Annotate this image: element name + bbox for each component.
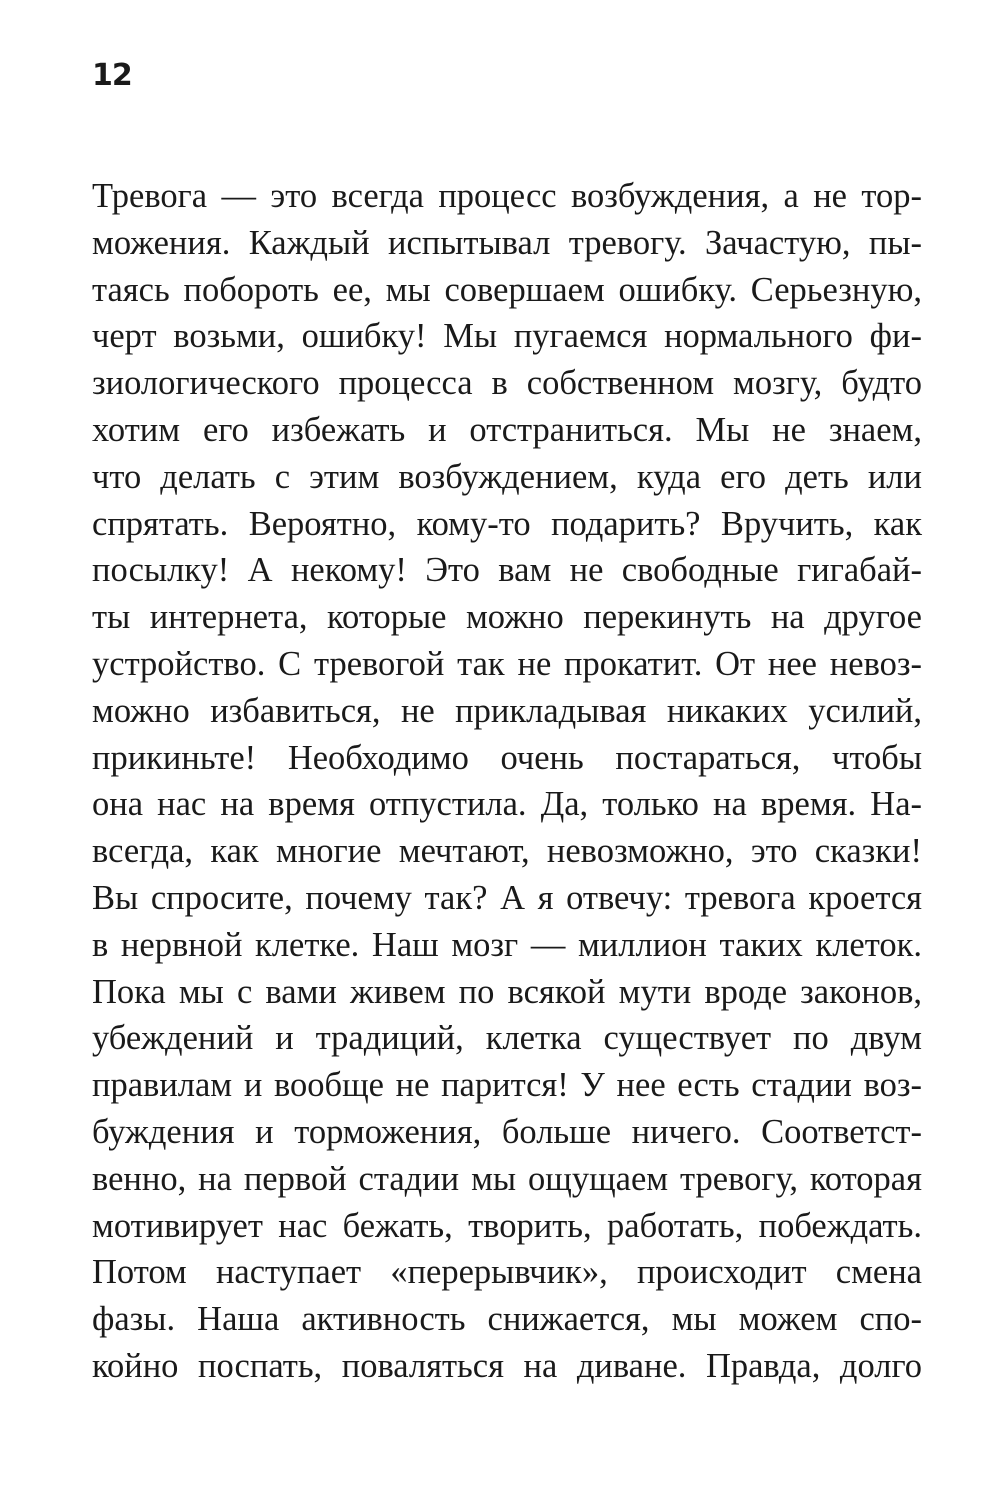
text-line: мотивирует нас бежать, творить, работать, побеждать.	[92, 1206, 922, 1245]
text-line: правилам и вообще не парится! У нее есть стадии воз-	[92, 1066, 922, 1105]
text-line: хотим его избежать и отстраниться. Мы не знаем,	[92, 410, 922, 449]
text-line: венно, на первой стадии мы ощущаем тревогу, которая	[92, 1159, 922, 1198]
text-line: в нервной клетке. Наш мозг — миллион таких клеток.	[92, 925, 922, 964]
text-line: Тревога — это всегда процесс возбуждения, а не тор-	[92, 177, 922, 215]
text-line: убеждений и традиций, клетка существует по двум	[92, 1019, 922, 1058]
text-line: спрятать. Вероятно, кому-то подарить? Вручить, как	[92, 504, 922, 543]
text-line: что делать с этим возбуждением, куда его деть или	[92, 457, 922, 496]
text-line: можно избавиться, не прикладывая никаких усилий,	[92, 691, 922, 730]
text-line: буждения и торможения, больше ничего. Соответст-	[92, 1112, 922, 1151]
text-line: койно поспать, поваляться на диване. Правда, долго	[92, 1346, 922, 1385]
text-line: зиологического процесса в собственном мозгу, будто	[92, 364, 922, 403]
text-line: фазы. Наша активность снижается, мы можем спо-	[92, 1300, 922, 1339]
body-text	[92, 173, 922, 1390]
text-line: прикиньте! Необходимо очень постараться, чтобы	[92, 738, 922, 777]
text-line: черт возьми, ошибку! Мы пугаемся нормального фи-	[92, 317, 922, 356]
text-line: ты интернета, которые можно перекинуть на другое	[92, 598, 922, 637]
text-line: посылку! А некому! Это вам не свободные гигабай-	[92, 551, 922, 590]
text-line: таясь побороть ее, мы совершаем ошибку. Серьезную,	[92, 270, 922, 309]
page-number: 12	[92, 58, 132, 93]
text-line: устройство. С тревогой так не прокатит. От нее невоз-	[92, 644, 922, 683]
text-line: Потом наступает «перерывчик», происходит смена	[92, 1253, 922, 1292]
text-line: Вы спросите, почему так? А я отвечу: тревога кроется	[92, 878, 922, 917]
text-line: всегда, как многие мечтают, невозможно, это сказки!	[92, 832, 922, 871]
text-line: она нас на время отпустила. Да, только на время. На-	[92, 785, 922, 824]
text-line: можения. Каждый испытывал тревогу. Зачастую, пы-	[92, 223, 922, 262]
text-line: Пока мы с вами живем по всякой мути вроде законов,	[92, 972, 922, 1011]
